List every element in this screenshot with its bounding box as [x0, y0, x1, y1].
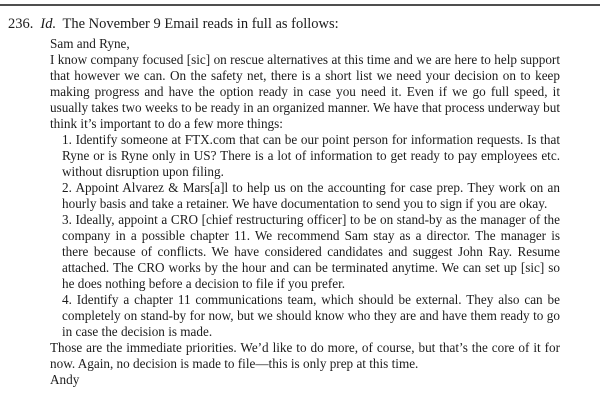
email-item-1: 1. Identify someone at FTX.com that can be our point person for information requests. Is that Ryne or is Ryne only in US? There is a lot of information to get ready to pay employees etc. without disruption upon filing. — [62, 132, 560, 179]
email-salutation: Sam and Ryne, — [50, 36, 130, 51]
email-item-3: 3. Ideally, appoint a CRO [chief restructuring officer] to be on stand-by as the manager of the company in a possible chapter 11. We recommend Sam stay as a director. The manager is there because of conflicts. We have considered candidates and suggest John Ray. Resume attached. The CRO works by the hour and can be terminated anytime. We can set up [sic] so he does nothing before a decision to file if you prefer. — [62, 212, 560, 291]
email-signature: Andy — [50, 372, 80, 387]
email-item-2: 2. Appoint Alvarez & Mars[a]l to help us on the accounting for case prep. They work on an hourly basis and take a retainer. We have documentation to send you to sign if you are okay. — [62, 180, 560, 211]
top-divider — [0, 4, 600, 6]
email-item-4: 4. Identify a chapter 11 communications team, which should be external. They also can be completely on stand-by for now, but we should know who they are and have them ready to go in case the decision is made. — [62, 292, 560, 339]
email-closing-paragraph: Those are the immediate priorities. We’d like to do more, of course, but that’s the core of it for now. Again, no decision is made to file—this is only prep at this time. — [50, 340, 560, 371]
heading-text: The November 9 Email reads in full as follows: — [62, 16, 339, 32]
email-opening-paragraph: I know company focused [sic] on rescue alternatives at this time and we are here to help support that however we can. On the safety net, there is a short list we need your decision on to keep making progress and have the option ready in case you need it. Even if we go full speed, it usually takes two weeks to be ready in an organized manner. We have that process underway but think it’s important to do a few more things: — [50, 52, 560, 131]
paragraph-number: 236. — [8, 16, 34, 32]
email-quote-block — [0, 36, 600, 388]
citation-id: Id. — [40, 16, 57, 32]
paragraph-heading — [8, 15, 590, 33]
